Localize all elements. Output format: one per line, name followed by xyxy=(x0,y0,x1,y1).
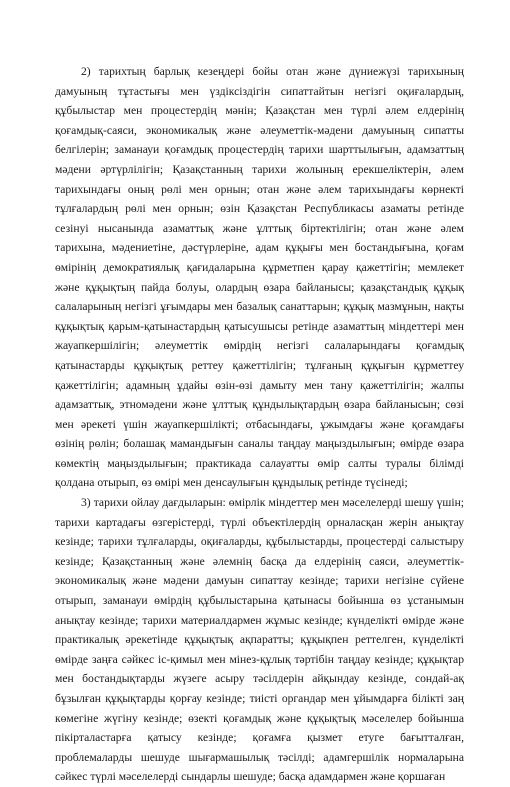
body-text xyxy=(55,62,464,787)
paragraph-2: 2) тарихтың барлық кезеңдері бойы отан және дүниежүзі тарихының дамуының тұтастығы мен үздіксіздігін сипаттайтын негізгі оқиғалардың, құбылыстар мен процестердің мәнін; Қазақстан мен түрлі әлем елдерінің қоғамдық-саяси, экономикалық және әлеуметтік-мәдени дамуының сипатты белгілерін; заманауи қоғамдық процестердің тарихи шарттылығын, адамзаттың мәдени әртүрлілігін; Қазақстанның тарихи жолының ерекшеліктерін, әлем тарихындағы оның рөлі мен орнын; отан және әлем тарихындағы көрнекті тұлғалардың рөлі мен орнын; өзін Қазақстан Республикасы азаматы ретінде сезінуі нысанында азаматтық және ұлттық біртектілігін; отан және әлем тарихына, мәдениетіне, дәстүрлеріне, адам құқығы мен бостандығына, қоғам өмірінің демократиялық қағидаларына құрметпен қарау қажеттігін; мемлекет және құқықтың пайда болуы, олардың өзара байланысы; қазақстандық құқық салаларының негізгі ұғымдары мен базалық санаттарын; құқық мазмұнын, нақты құқықтық қарым-қатынастардың қатысушысы ретінде азаматтың міндеттері мен жауапкершілігін; әлеуметтік өмірдің негізгі салаларындағы қоғамдық қатынастарды құқықтық реттеу қажеттілігін; тұлғаның құқығын құрметтеу қажеттілігін; адамның ұдайы өзін-өзі дамыту мен тану қажеттілігін; жалпы адамзаттық, этномәдени және ұлттық құндылықтардың өзара байланысын; сөзі мен әрекеті үшін жауапкершілікті; отбасындағы, ұжымдағы және қоғамдағы өзінің рөлін; болашақ мамандығын саналы таңдау маңыздылығын; өмірде өзара көмектің маңыздылығын; практикада салауатты өмір салты туралы білімді қолдана отырып, өз өмірі мен денсаулығын құндылық ретінде түсінеді; xyxy=(55,65,464,490)
paragraph-3: 3) тарихи ойлау дағдыларын: өмірлік міндеттер мен мәселелерді шешу үшін; тарихи картадағы өзгерістерді, түрлі объектілердің орналасқан жерін анықтау кезінде; тарихи тұлғаларды, оқиғаларды, құбылыстарды, процестерді салыстыру кезінде; Қазақстанның және әлемнің басқа да елдерінің саяси, әлеуметтік-экономикалық және мәдени дамуын сипаттау кезінде; тарихи негізіне сүйене отырып, заманауи өмірдің құбылыстарына қатынасы бойынша өз ұстанымын анықтау кезінде; тарихи материалдармен жұмыс кезінде; күнделікті өмірде және практикалық әрекетінде құқықтық ақпаратты; құқықпен реттелген, күнделікті өмірде заңға сәйкес іс-қимыл мен мінез-құлық тәртібін таңдау кезінде; құқықтар мен бостандықтарды жүзеге асыру тәсілдерін айқындау кезінде, сондай-ақ бұзылған құқықтарды қорғау кезінде; тиісті органдар мен ұйымдарға білікті заң көмегіне жүгіну кезінде; өзекті қоғамдық және құқықтық мәселелер бойынша пікірталастарға қатысу кезінде; қоғамға қызмет етуге бағытталған, проблемаларды шешуде шығармашылық тәсілді; адамгершілік нормаларына сәйкес түрлі мәселелерді сындарлы шешуде; басқа адамдармен және қоршаған xyxy=(55,496,464,784)
